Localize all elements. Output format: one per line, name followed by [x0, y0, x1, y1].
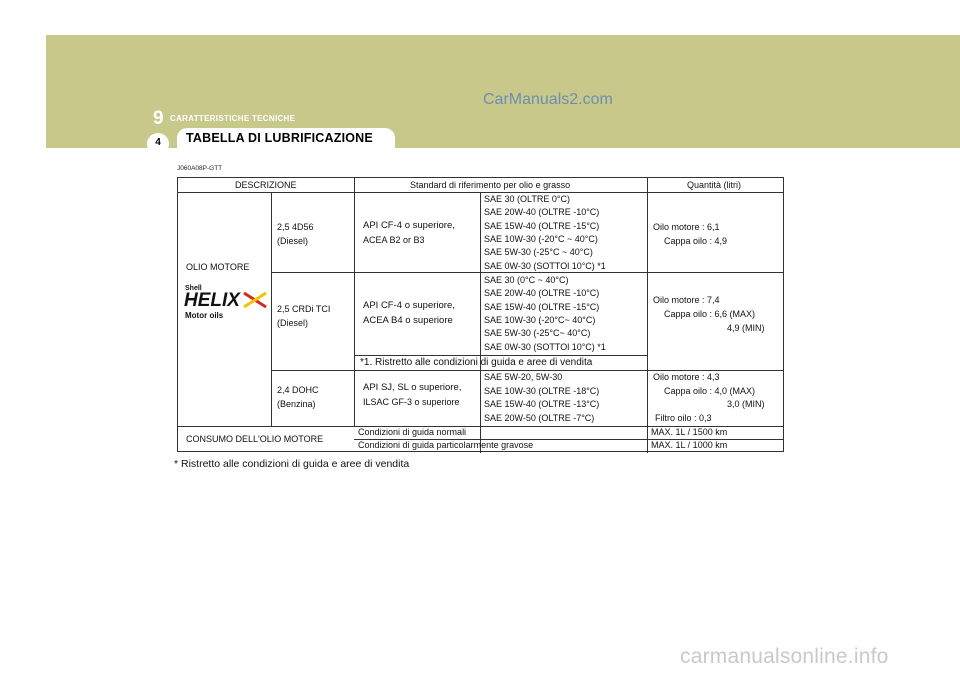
engine-line: 2,4 DOHC [277, 385, 319, 395]
watermark-top[interactable]: CarManuals2.com [483, 91, 613, 108]
sae-line: SAE 30 (0°C ~ 40°C) [484, 275, 569, 285]
api-line: API CF-4 o superiore, [363, 300, 455, 311]
sae-line: SAE 15W-40 (OLTRE -15°C) [484, 301, 600, 312]
sae-line: SAE 0W-30 (SOTTOl 10°C) *1 [484, 341, 606, 352]
group-label: OLIO MOTORE [186, 262, 250, 272]
logo-top-text: Shell [185, 285, 202, 292]
page-number: 4 [155, 137, 161, 148]
consumption-label: CONSUMO DELL'OLIO MOTORE [186, 434, 324, 444]
consumption-value: MAX. 1L / 1500 km [651, 427, 728, 437]
engine-line: (Diesel) [277, 236, 309, 246]
watermark-bottom[interactable]: carmanualsonline.info [680, 645, 889, 668]
sae-line: SAE 10W-30 (-20°C~ 40°C) [484, 314, 596, 325]
shell-helix-logo [184, 281, 268, 326]
col-divider [480, 192, 481, 453]
sae-line: SAE 30 (OLTRE 0°C) [484, 194, 570, 204]
header-standard: Standard di riferimento per olio e grasso [410, 180, 571, 190]
qty-line: Cappa oilo : 6,6 (MAX) [664, 309, 756, 319]
qty-line: 3,0 (MIN) [727, 399, 765, 409]
lubrication-table [177, 177, 784, 452]
sae-line: SAE 15W-40 (OLTRE -15°C) [484, 220, 600, 231]
qty-line: Oilo motore : 7,4 [653, 295, 720, 305]
sae-line: SAE 10W-30 (-20°C ~ 40°C) [484, 233, 598, 244]
api-line: API SJ, SL o superiore, [363, 382, 462, 393]
qty-line: Filtro oilo : 0,3 [655, 412, 712, 423]
consumption-value: MAX. 1L / 1000 km [651, 440, 728, 450]
api-line: ACEA B2 or B3 [363, 235, 425, 245]
qty-line: 4,9 (MIN) [727, 323, 765, 333]
sae-line: SAE 20W-40 (OLTRE -10°C) [484, 207, 600, 218]
sae-line: SAE 5W-20, 5W-30 [484, 372, 563, 382]
sae-line: SAE 10W-30 (OLTRE -18°C) [484, 385, 600, 396]
chapter-title: CARATTERISTICHE TECNICHE [170, 114, 296, 123]
api-line: ACEA B4 o superiore [363, 315, 453, 326]
section-title: TABELLA DI LUBRIFICAZIONE [186, 131, 373, 145]
document-code: J060A08P-GTT [177, 165, 223, 172]
note-text: *1. Ristretto alle condizioni di guida e aree di vendita [360, 357, 593, 368]
sae-line: SAE 20W-50 (OLTRE -7°C) [484, 412, 595, 423]
sae-line: SAE 20W-40 (OLTRE -10°C) [484, 288, 600, 299]
col-divider [271, 192, 272, 426]
header-quantity: Quantità (litri) [687, 180, 742, 190]
header-description: DESCRIZIONE [235, 180, 297, 190]
col-divider [647, 178, 648, 453]
api-line: ILSAC GF-3 o superiore [363, 397, 460, 407]
qty-line: Oilo motore : 6,1 [653, 222, 720, 232]
logo-main-text: HELIX [184, 290, 240, 311]
engine-line: 2,5 CRDi TCI [277, 304, 331, 314]
chapter-number: 9 [153, 108, 164, 129]
col-divider [354, 178, 355, 426]
engine-line: 2,5 4D56 [277, 222, 314, 232]
api-line: API CF-4 o superiore, [363, 220, 455, 231]
engine-line: (Diesel) [277, 318, 309, 328]
helix-logo-icon [184, 281, 268, 321]
qty-line: Cappa oilo : 4,0 (MAX) [664, 385, 756, 396]
logo-bottom-text: Motor oils [185, 311, 224, 320]
note-divider [354, 355, 647, 356]
sae-line: SAE 5W-30 (-25°C ~ 40°C) [484, 247, 593, 258]
footnote: * Ristretto alle condizioni di guida e aree di vendita [174, 458, 410, 470]
qty-line: Oilo motore : 4,3 [653, 372, 720, 382]
engine-line: (Benzina) [277, 399, 316, 409]
sae-line: SAE 5W-30 (-25°C~ 40°C) [484, 328, 591, 339]
qty-line: Cappa oilo : 4,9 [664, 236, 728, 246]
sae-line: SAE 0W-30 (SOTTOl 10°C) *1 [484, 260, 606, 271]
consumption-condition: Condizioni di guida normali [358, 427, 467, 437]
consumption-condition: Condizioni di guida particolarmente gravose [358, 440, 534, 450]
sae-line: SAE 15W-40 (OLTRE -13°C) [484, 399, 600, 409]
